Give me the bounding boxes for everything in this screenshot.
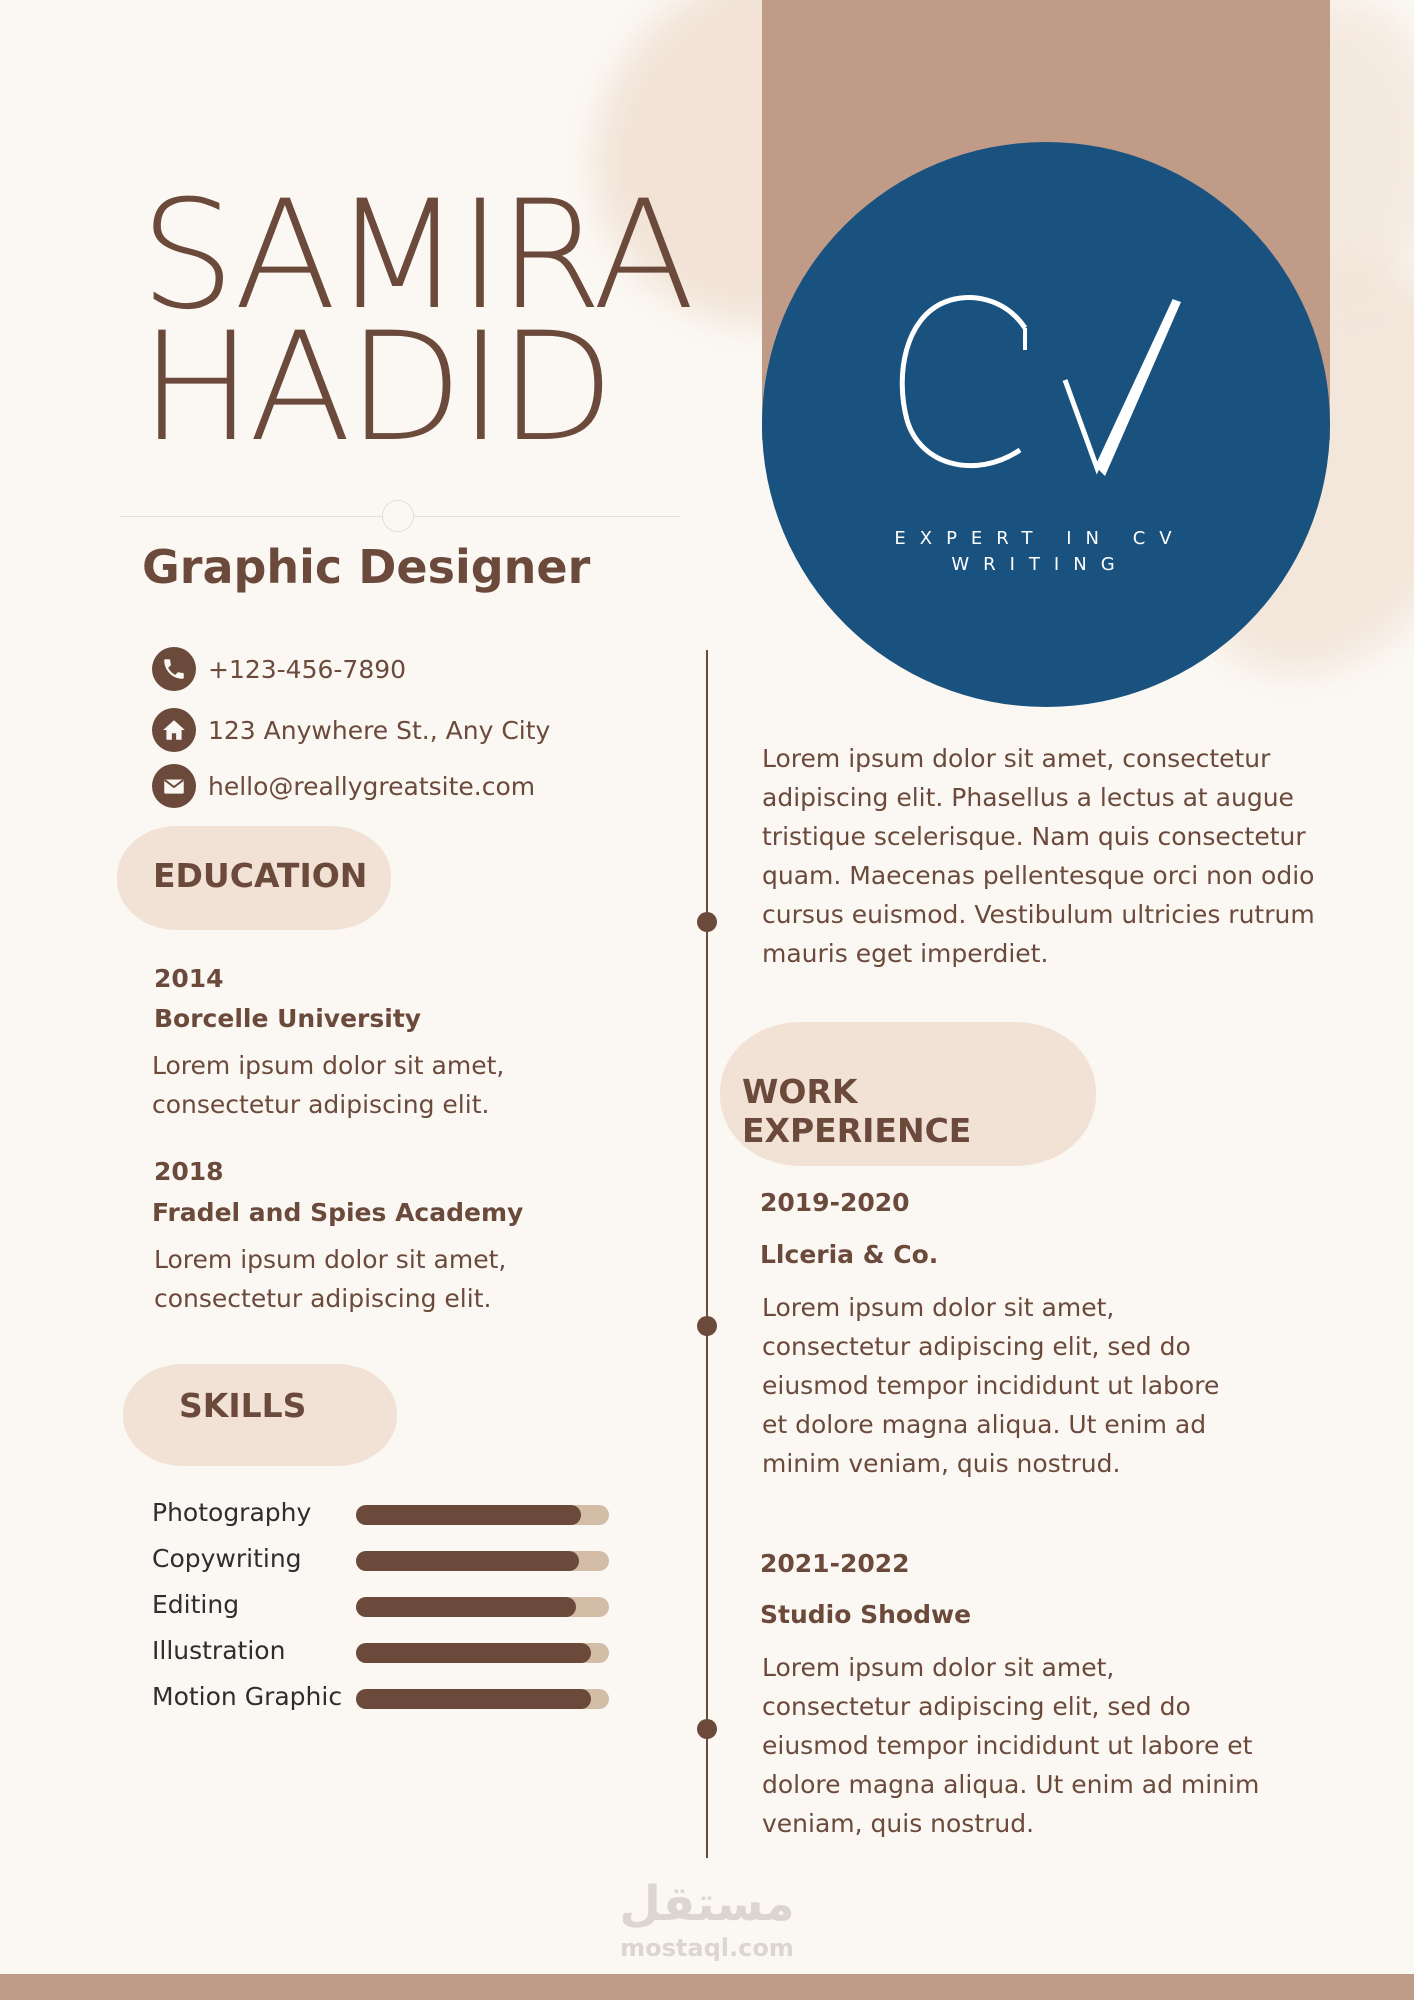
footer-bar [0, 1974, 1414, 2000]
work-company: Llceria & Co. [760, 1240, 939, 1269]
skill-bar-fill [356, 1505, 581, 1525]
skill-bar-track [356, 1689, 609, 1709]
skill-bar-fill [356, 1551, 579, 1571]
timeline-dot [697, 1316, 717, 1336]
work-description: Lorem ipsum dolor sit amet, consectetur adipiscing elit, sed do eiusmod tempor incididunt ut labore et dolore magna aliqua. Ut enim ad minim veniam, quis nostrud. [762, 1293, 1220, 1478]
timeline-dot [697, 912, 717, 932]
skill-label: Copywriting [152, 1544, 302, 1573]
watermark-arabic: مستقل [619, 1876, 795, 1932]
skill-label: Motion Graphic [152, 1682, 343, 1711]
timeline-line [706, 650, 708, 1858]
work-years: 2019-2020 [760, 1188, 910, 1217]
logo-tagline-line-1: EXPERT IN CV [894, 528, 1186, 549]
education-school: Fradel and Spies Academy [152, 1198, 524, 1227]
work-heading-badge [720, 1022, 1096, 1166]
work-company: Studio Shodwe [760, 1600, 972, 1629]
last-name: HADID [140, 301, 611, 475]
skill-label: Illustration [152, 1636, 286, 1665]
profile-summary: Lorem ipsum dolor sit amet, consectetur adipiscing elit. Phasellus a lectus at augue tristique scelerisque. Nam quis consectetur quam. Maecenas pellentesque orci non odio cursus euismod. Vestibulum ultricies rutrum mauris eget imperdiet. [762, 744, 1315, 968]
mail-icon [152, 764, 196, 808]
skill-bar-track [356, 1551, 609, 1571]
skill-label: Photography [152, 1498, 312, 1527]
phone-number[interactable]: +123-456-7890 [208, 654, 407, 684]
divider-ornament [382, 500, 414, 532]
skill-bar-fill [356, 1643, 591, 1663]
candidate-name [140, 169, 692, 475]
education-year: 2018 [154, 1157, 224, 1186]
job-title: Graphic Designer [142, 540, 591, 594]
phone-icon [152, 647, 196, 691]
education-heading-badge [117, 826, 391, 930]
skill-bar-track [356, 1597, 609, 1617]
contact-address [152, 708, 550, 752]
skill-label: Editing [152, 1590, 240, 1619]
skills-heading: SKILLS [179, 1386, 307, 1425]
home-icon [152, 708, 196, 752]
timeline-dot [697, 1719, 717, 1739]
address-text: 123 Anywhere St., Any City [208, 715, 551, 745]
skills-heading-badge [123, 1364, 397, 1466]
work-description: Lorem ipsum dolor sit amet, consectetur adipiscing elit, sed do eiusmod tempor incididunt ut labore et dolore magna aliqua. Ut enim ad minim veniam, quis nostrud. [762, 1653, 1260, 1838]
email-link[interactable]: hello@reallygreatsite.com [208, 771, 536, 801]
skill-bar-fill [356, 1689, 591, 1709]
logo-tagline-line-2: WRITING [951, 554, 1129, 575]
work-years: 2021-2022 [760, 1549, 910, 1578]
skill-bar-fill [356, 1597, 576, 1617]
logo-tagline [870, 526, 1210, 578]
skill-bar-track [356, 1505, 609, 1525]
education-description: Lorem ipsum dolor sit amet, consectetur adipiscing elit. [152, 1051, 505, 1119]
first-name: SAMIRA [140, 169, 692, 343]
education-year: 2014 [154, 964, 224, 993]
education-school: Borcelle University [154, 1004, 422, 1033]
contact-email [152, 764, 535, 808]
contact-phone [152, 647, 406, 691]
watermark-text: mostaql.com [620, 1934, 794, 1962]
education-heading: EDUCATION [153, 856, 368, 895]
cv-logo-icon [885, 280, 1205, 500]
skill-bar-track [356, 1643, 609, 1663]
work-heading: WORK EXPERIENCE [742, 1072, 972, 1150]
education-description: Lorem ipsum dolor sit amet, consectetur adipiscing elit. [154, 1245, 507, 1313]
